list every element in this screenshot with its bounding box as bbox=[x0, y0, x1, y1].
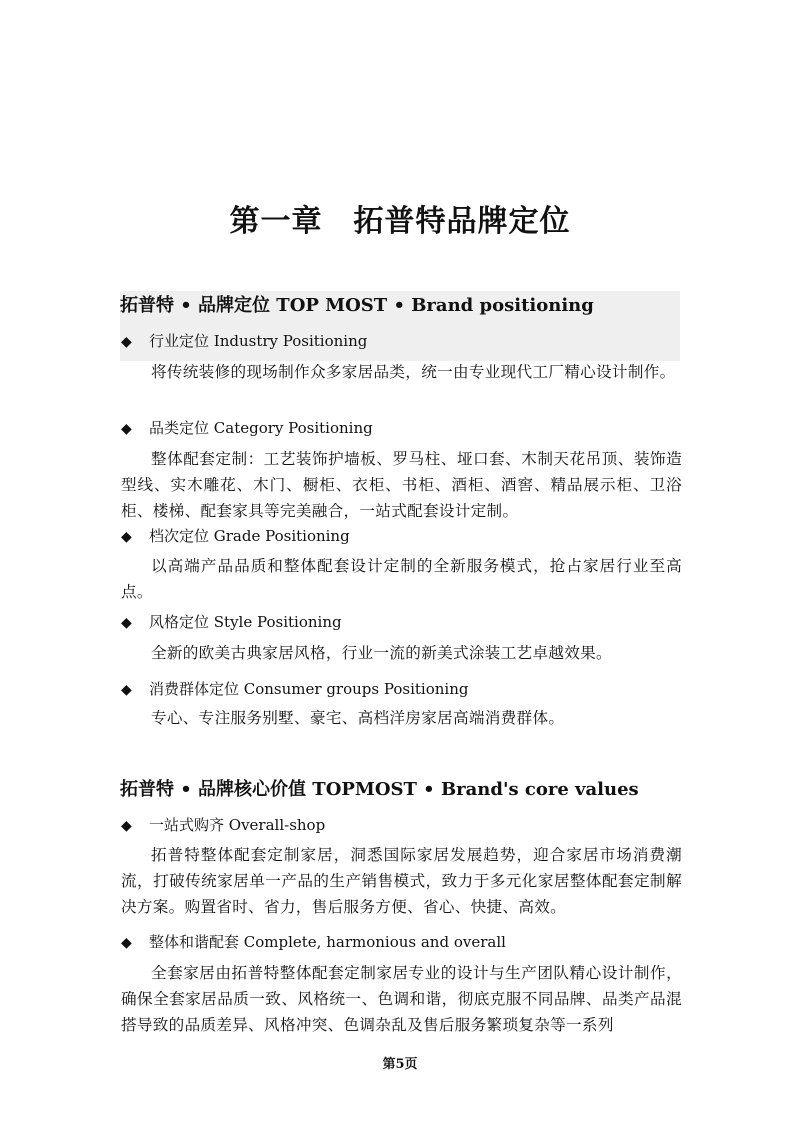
paragraph-consumer-positioning: 专心、专注服务别墅、豪宅、高档洋房家居高端消费群体。 bbox=[151, 709, 565, 727]
diamond-bullet-icon: ◆ bbox=[121, 615, 132, 631]
bullet-label: 品类定位 Category Positioning bbox=[149, 419, 373, 437]
bullet-consumer-positioning bbox=[121, 678, 681, 699]
paragraph-category-positioning: 整体配套定制：工艺装饰护墙板、罗马柱、垭口套、木制天花吊顶、装饰造型线、实木雕花、木门、橱柜、衣柜、书柜、酒柜、酒窖、精品展示柜、卫浴柜、楼梯、配套家具等完美融合，一站式配套设计定制。 bbox=[121, 450, 682, 520]
page-number: 第5页 bbox=[382, 1057, 418, 1072]
bullet-style-positioning bbox=[121, 611, 681, 632]
bullet-grade-positioning bbox=[121, 525, 681, 546]
diamond-bullet-icon: ◆ bbox=[121, 818, 132, 834]
bullet-category-positioning bbox=[121, 417, 681, 438]
paragraph-style-positioning: 全新的欧美古典家居风格，行业一流的新美式涂装工艺卓越效果。 bbox=[151, 644, 612, 662]
bullet-label: 消费群体定位 Consumer groups Positioning bbox=[149, 680, 469, 698]
paragraph-harmonious-overall: 全套家居由拓普特整体配套定制家居专业的设计与生产团队精心设计制作，确保全套家居品质一致、风格统一、色调和谐，彻底克服不同品牌、品类产品混搭导致的品质差异、风格冲突、色调杂乱及售后服务繁琐复杂等一系列 bbox=[121, 964, 682, 1034]
paragraph-grade-positioning: 以高端产品品质和整体配套设计定制的全新服务模式，抢占家居行业至高点。 bbox=[121, 557, 682, 601]
bullet-label: 一站式购齐 Overall-shop bbox=[149, 816, 326, 834]
section-heading-brand-positioning: 拓普特 • 品牌定位 TOP MOST • Brand positioning bbox=[120, 295, 594, 316]
bullet-label: 风格定位 Style Positioning bbox=[149, 613, 342, 631]
bullet-industry-positioning bbox=[121, 330, 681, 351]
paragraph-overall-shop: 拓普特整体配套定制家居，洞悉国际家居发展趋势，迎合家居市场消费潮流，打破传统家居单一产品的生产销售模式，致力于多元化家居整体配套定制解决方案。购置省时、省力，售后服务方便、省心、快捷、高效。 bbox=[121, 846, 682, 916]
bullet-label: 档次定位 Grade Positioning bbox=[149, 527, 350, 545]
diamond-bullet-icon: ◆ bbox=[121, 682, 132, 698]
diamond-bullet-icon: ◆ bbox=[121, 421, 132, 437]
bullet-label: 整体和谐配套 Complete, harmonious and overall bbox=[149, 933, 506, 951]
bullet-label: 行业定位 Industry Positioning bbox=[149, 332, 368, 350]
diamond-bullet-icon: ◆ bbox=[121, 935, 132, 951]
bullet-harmonious-overall bbox=[121, 931, 681, 952]
bullet-overall-shop bbox=[121, 814, 681, 835]
diamond-bullet-icon: ◆ bbox=[121, 529, 132, 545]
section-heading-core-values: 拓普特 • 品牌核心价值 TOPMOST • Brand's core values bbox=[120, 779, 639, 800]
paragraph-industry-positioning: 将传统装修的现场制作众多家居品类，统一由专业现代工厂精心设计制作。 bbox=[151, 363, 676, 381]
chapter-title: 第一章 拓普特品牌定位 bbox=[229, 204, 571, 239]
diamond-bullet-icon: ◆ bbox=[121, 334, 132, 350]
